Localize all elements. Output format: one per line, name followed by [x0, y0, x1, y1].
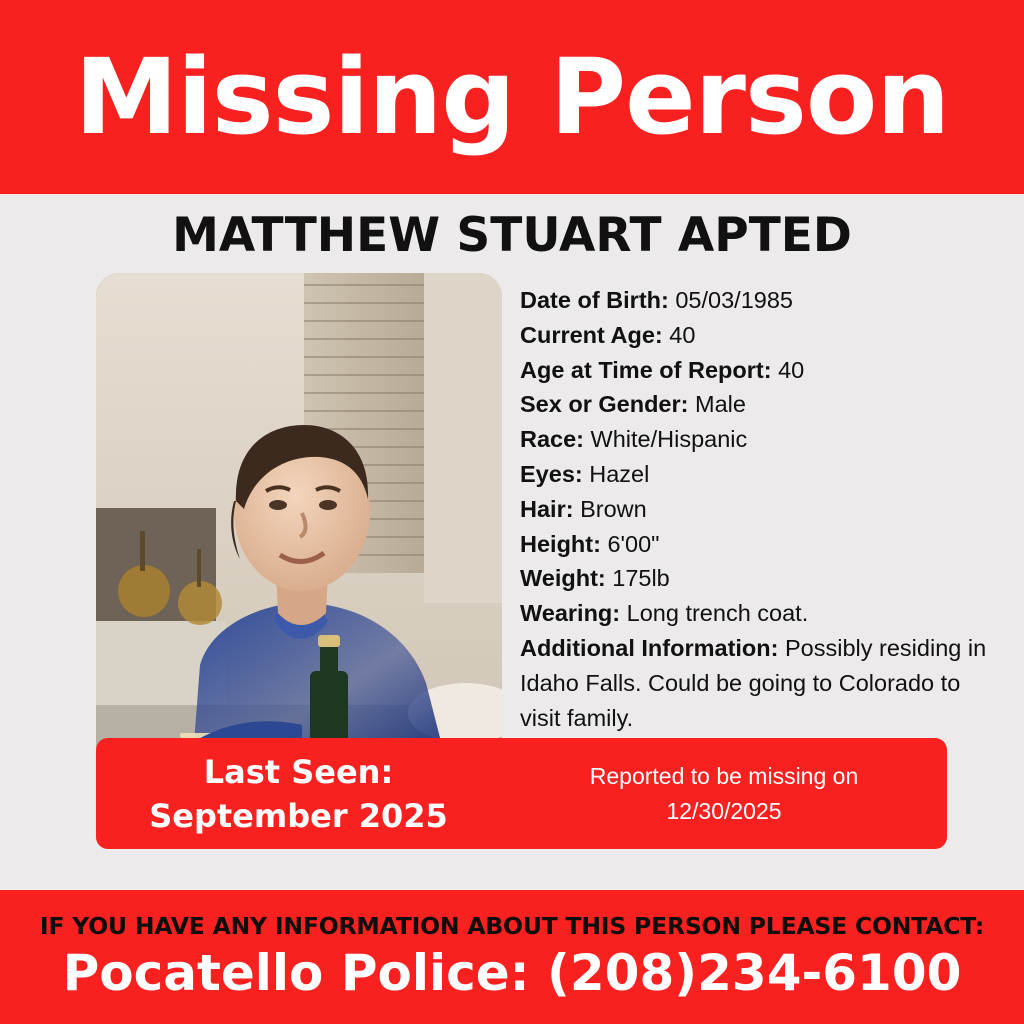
- detail-value-hair: Brown: [580, 495, 647, 522]
- detail-label-eyes: Eyes:: [520, 460, 583, 487]
- reported-missing-line1: Reported to be missing on: [589, 762, 859, 789]
- detail-value-wearing: Long trench coat.: [626, 600, 809, 627]
- detail-label-height: Height:: [520, 530, 601, 557]
- header-banner: [0, 0, 1024, 194]
- person-photo: [96, 273, 502, 769]
- detail-row-eyes: [520, 457, 1004, 492]
- detail-label-current-age: Current Age:: [520, 321, 663, 348]
- detail-label-hair: Hair:: [520, 495, 574, 522]
- detail-value-current-age: 40: [669, 321, 696, 348]
- detail-row-sex: [520, 387, 1004, 422]
- photo-container: [96, 273, 502, 769]
- poster-body: [0, 194, 1024, 890]
- reported-missing-date: 12/30/2025: [666, 797, 782, 824]
- reported-missing-text: [501, 759, 947, 829]
- detail-row-wearing: [520, 596, 1004, 631]
- detail-value-eyes: Hazel: [589, 460, 650, 487]
- detail-value-weight: 175lb: [612, 565, 670, 592]
- content-row: [0, 269, 1024, 769]
- detail-row-race: [520, 422, 1004, 457]
- details-list: [520, 273, 1024, 735]
- detail-row-dob: [520, 283, 1004, 318]
- detail-label-sex: Sex or Gender:: [520, 391, 689, 418]
- detail-row-hair: [520, 492, 1004, 527]
- detail-value-additional-information: Possibly residing in Idaho Falls. Could be going to Colorado to visit family.: [520, 634, 987, 731]
- detail-row-additional-information: [520, 631, 1004, 735]
- last-seen-banner: [96, 738, 947, 849]
- person-name: MATTHEW STUART APTED: [172, 208, 852, 263]
- detail-value-race: White/Hispanic: [590, 426, 748, 453]
- last-seen-label-line1: Last Seen:: [203, 752, 394, 791]
- contact-phone: Pocatello Police: (208)234-6100: [62, 944, 962, 1002]
- detail-row-weight: [520, 561, 1004, 596]
- detail-label-dob: Date of Birth:: [520, 287, 669, 313]
- detail-row-age-at-report: [520, 353, 1004, 388]
- detail-label-age-at-report: Age at Time of Report:: [520, 356, 772, 383]
- detail-label-weight: Weight:: [520, 565, 606, 592]
- contact-footer: [0, 890, 1024, 1024]
- detail-row-height: [520, 527, 1004, 562]
- detail-value-dob: 05/03/1985: [675, 287, 793, 313]
- poster-title: Missing Person: [74, 36, 950, 158]
- detail-value-height: 6'00": [607, 530, 660, 557]
- detail-value-age-at-report: 40: [778, 356, 805, 383]
- last-seen-label-line2: September 2025: [149, 796, 448, 835]
- detail-value-sex: Male: [695, 391, 746, 418]
- detail-label-wearing: Wearing:: [520, 600, 621, 627]
- detail-label-additional-information: Additional Information:: [520, 634, 779, 661]
- contact-instruction: IF YOU HAVE ANY INFORMATION ABOUT THIS PERSON PLEASE CONTACT:: [39, 912, 985, 940]
- detail-label-race: Race:: [520, 426, 585, 453]
- detail-row-current-age: [520, 318, 1004, 353]
- last-seen-label: [96, 750, 501, 838]
